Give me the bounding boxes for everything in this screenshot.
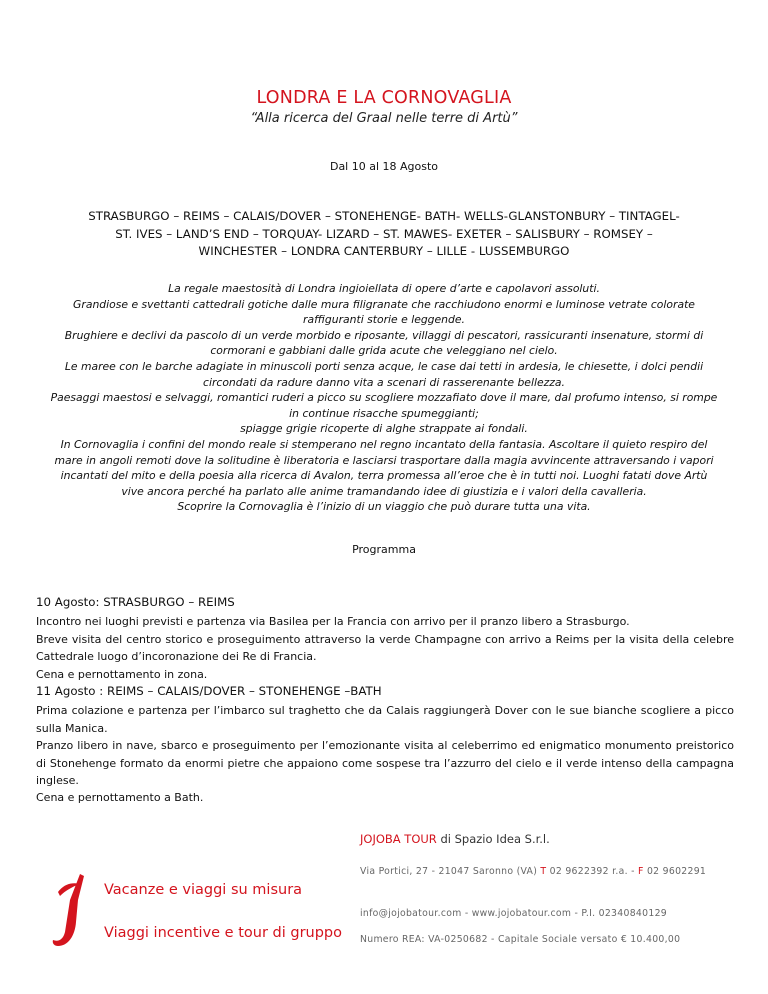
company-name <box>360 832 550 846</box>
day-paragraph: Cena e pernottamento a Bath. <box>36 791 204 805</box>
fax-label: F <box>638 866 644 877</box>
day-paragraph: Pranzo libero in nave, sbarco e proseguimento per l’emozionante visita al celeberrimo ed enigmatico monumento preistorico di Stonehenge formato da enormi pietre che appaiono come sospese tra l’azzurro del cielo e il verde intenso della campagna inglese. <box>36 739 734 788</box>
company-address <box>360 864 730 879</box>
page-subtitle: “Alla ricerca del Graal nelle terre di Artù” <box>250 111 518 126</box>
intro-paragraph: Paesaggi maestosi e selvaggi, romantici ruderi a picco su scogliere mozzafiato dove il mare, dal profumo intenso, si rompe in continue risacche spumeggianti; <box>50 391 718 420</box>
day-heading: 11 Agosto : REIMS – CALAIS/DOVER – STONEHENGE –BATH <box>36 684 382 698</box>
day-paragraph: Cena e pernottamento in zona. <box>36 667 208 681</box>
phone-number: 02 9622392 r.a. - <box>546 866 639 877</box>
company-rea-line: Numero REA: VA-0250682 - Capitale Sociale versato € 10.400,00 <box>360 934 681 945</box>
brand-name: JOJOBA TOUR <box>360 832 437 846</box>
intro-paragraph: In Cornovaglia i confini del mondo reale si stemperano nel regno incantato della fantasia. Ascoltare il quieto respiro del mare in angoli remoti dove la solitudine è liberatoria e lasciarsi trasportare dalla magia avvincente attraversando i vapori incantati del mito e della poesia alla ricerca di Avalon, terra promessa all’eroe che è in tutti noi. Luoghi fatati dove Artù vive ancora perché ha parlato alle anime tramandando idee di giustizia e i valori della cavalleria. <box>54 437 714 498</box>
phone-label: T <box>540 866 547 877</box>
intro-paragraph: La regale maestosità di Londra ingioiellata di opere d’arte e capolavori assoluti. <box>168 282 600 295</box>
intro-text <box>50 281 718 515</box>
day-paragraph: Incontro nei luoghi previsti e partenza via Basilea per la Francia con arrivo per il pranzo libero a Strasburgo. <box>36 615 630 629</box>
company-web-line: info@jojobatour.com - www.jojobatour.com - P.I. 02340840129 <box>360 908 667 919</box>
tagline-custom-travel: Vacanze e viaggi su misura <box>104 882 303 898</box>
company-legal-name: di Spazio Idea S.r.l. <box>436 832 550 846</box>
tagline-group-tours: Viaggi incentive e tour di gruppo <box>104 925 343 941</box>
day-heading: 10 Agosto: STRASBURGO – REIMS <box>36 595 235 609</box>
travel-dates: Dal 10 al 18 Agosto <box>329 160 439 173</box>
day-section <box>36 683 734 807</box>
day-paragraph: Breve visita del centro storico e proseguimento attraverso la verde Champagne con arrivo a Reims per la visita della celebre Cattedrale luogo d’incoronazione dei Re di Francia. <box>36 632 734 664</box>
intro-paragraph: Grandiose e svettanti cattedrali gotiche dalle mura filigranate che racchiudono enormi e luminose vetrate colorate raffiguranti storie e leggende. <box>73 297 695 327</box>
intro-paragraph: Brughiere e declivi da pascolo di un verde morbido e riposante, villaggi di pescatori, rassicuranti insenature, stormi di cormorani e gabbiani dalle grida acute che veleggiano nel cielo. <box>64 328 704 358</box>
intro-paragraph: Le maree con le barche adagiate in minuscoli porti senza acque, le case dai tetti in ardesia, le chiesette, i dolci pendii circondati da radure danno vita a scenari di rasserenante bellezza. <box>64 359 704 389</box>
intro-paragraph: Scoprire la Cornovaglia è l’inizio di un viaggio che può durare tutta una vita. <box>177 500 591 514</box>
program-label: Programma <box>352 543 416 556</box>
day-section <box>36 594 734 683</box>
page-title: LONDRA E LA CORNOVAGLIA <box>256 88 512 108</box>
day-paragraph: Prima colazione e partenza per l’imbarco sul traghetto che da Calais raggiungerà Dover con le sue bianche scogliere a picco sulla Manica. <box>36 704 734 735</box>
route-itinerary: STRASBURGO – REIMS – CALAIS/DOVER – STONEHENGE- BATH- WELLS-GLANSTONBURY – TINTAGEL- ST. IVES – LAND’S END – TORQUAY- LIZARD – ST. MAWES- EXETER – SALISBURY – ROMSEY – WINCHESTER – LONDRA CANTERBURY – LILLE - LUSSEMBURGO <box>88 209 680 259</box>
address-text: Via Portici, 27 - 21047 Saronno (VA) <box>360 866 541 877</box>
jojoba-logo-icon <box>50 870 102 950</box>
fax-number: 02 9602291 <box>643 866 707 877</box>
intro-paragraph: spiagge grigie ricoperte di alghe strappate ai fondali. <box>240 422 528 436</box>
